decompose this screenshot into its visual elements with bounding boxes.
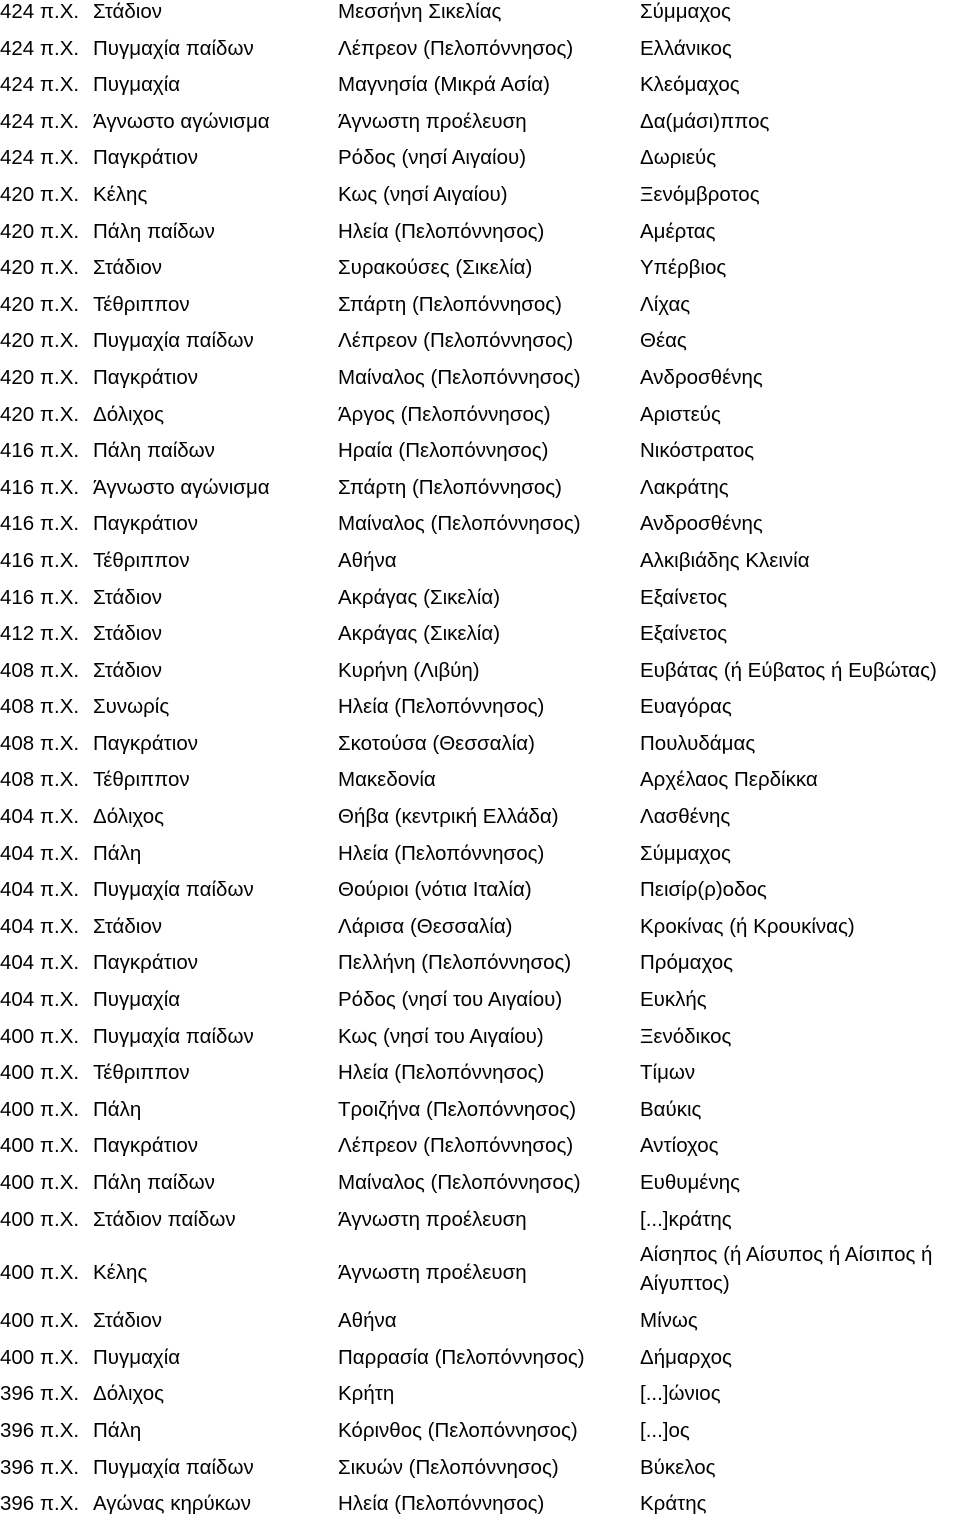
year-cell: 420 π.Χ.: [0, 365, 80, 389]
event-cell: Πάλη παίδων: [93, 1171, 215, 1194]
table-row: [0, 768, 960, 805]
year-cell: 396 π.Χ.: [0, 1455, 80, 1479]
event-cell: Στάδιον παίδων: [93, 1207, 236, 1231]
table-row: [0, 110, 960, 147]
origin-cell: Μαίναλος (Πελοπόννησος): [338, 365, 581, 389]
year-cell: 420 π.Χ.: [0, 256, 80, 280]
origin-cell: Άργος (Πελοπόννησος): [338, 402, 551, 426]
event-cell: Παγκράτιον: [93, 512, 198, 536]
origin-cell: Συρακούσες (Σικελία): [338, 256, 533, 280]
origin-cell: Άγνωστη προέλευση: [338, 1207, 527, 1231]
origin-cell: Ηλεία (Πελοπόννησος): [338, 219, 545, 243]
year-cell: 416 π.Χ.: [0, 585, 80, 609]
origin-cell: Μαίναλος (Πελοπόννησος): [338, 1171, 581, 1194]
year-cell: 424 π.Χ.: [0, 109, 80, 133]
event-cell: Παγκράτιον: [93, 1134, 198, 1158]
event-cell: Στάδιον: [93, 658, 162, 682]
event-cell: Τέθριππον: [93, 548, 190, 572]
winner-cell: Εξαίνετος: [640, 585, 728, 609]
table-row: [0, 512, 960, 549]
year-cell: 400 π.Χ.: [0, 1345, 80, 1369]
year-cell: 408 π.Χ.: [0, 695, 80, 719]
winner-cell: Δωριεύς: [640, 146, 717, 170]
event-cell: Παγκράτιον: [93, 146, 198, 170]
winner-cell: Ευκλής: [640, 988, 707, 1012]
origin-cell: Κόρινθος (Πελοπόννησος): [338, 1418, 578, 1442]
winner-cell: Δα(μάσι)ππος: [640, 109, 770, 133]
year-cell: 396 π.Χ.: [0, 1492, 80, 1516]
origin-cell: Παρρασία (Πελοπόννησος): [338, 1345, 585, 1369]
event-cell: Στάδιον: [93, 914, 162, 938]
winner-cell: Αντίοχος: [640, 1134, 719, 1158]
table-row: [0, 586, 960, 623]
year-cell: 408 π.Χ.: [0, 658, 80, 682]
year-cell: 420 π.Χ.: [0, 329, 80, 353]
origin-cell: Αθήνα: [338, 548, 397, 572]
table-row: [0, 1244, 960, 1309]
event-cell: Παγκράτιον: [93, 731, 198, 755]
winner-cell: [...]κράτης: [640, 1207, 732, 1231]
winner-cell: Θέας: [640, 329, 687, 353]
event-cell: Κέλης: [93, 1261, 148, 1285]
winner-cell: Ευαγόρας: [640, 695, 732, 719]
table-row: [0, 1025, 960, 1062]
event-cell: Στάδιον: [93, 256, 162, 280]
origin-cell: Σκοτούσα (Θεσσαλία): [338, 731, 535, 755]
origin-cell: Ακράγας (Σικελία): [338, 622, 501, 646]
event-cell: Παγκράτιον: [93, 365, 198, 389]
year-cell: 404 π.Χ.: [0, 914, 80, 938]
origin-cell: Μεσσήνη Σικελίας: [338, 0, 502, 23]
event-cell: Τέθριππον: [93, 1061, 190, 1085]
origin-cell: Μαίναλος (Πελοπόννησος): [338, 512, 581, 536]
winner-cell: Ελλάνικος: [640, 36, 732, 60]
event-cell: Πάλη: [93, 841, 142, 865]
table-row: [0, 403, 960, 440]
origin-cell: Ρόδος (νησί του Αιγαίου): [338, 988, 563, 1012]
event-cell: Δόλιχος: [93, 1382, 164, 1406]
table-row: [0, 329, 960, 366]
origin-cell: Σικυών (Πελοπόννησος): [338, 1455, 559, 1479]
table-row: [0, 659, 960, 696]
year-cell: 400 π.Χ.: [0, 1261, 80, 1285]
year-cell: 400 π.Χ.: [0, 1024, 80, 1048]
winner-cell: Μίνως: [640, 1309, 698, 1333]
winner-cell: [...]ώνιος: [640, 1382, 721, 1406]
event-cell: Πυγμαχία παίδων: [93, 329, 254, 353]
event-cell: Άγνωστο αγώνισμα: [93, 109, 270, 133]
origin-cell: Ακράγας (Σικελία): [338, 585, 501, 609]
year-cell: 404 π.Χ.: [0, 805, 80, 829]
origin-cell: Λέπρεον (Πελοπόννησος): [338, 36, 574, 60]
table-row: [0, 37, 960, 74]
event-cell: Τέθριππον: [93, 292, 190, 316]
table-row: [0, 1456, 960, 1493]
event-cell: Στάδιον: [93, 622, 162, 646]
winner-cell: Πρόμαχος: [640, 951, 734, 975]
table-row: [0, 476, 960, 513]
event-cell: Στάδιον: [93, 585, 162, 609]
origin-cell: Ηλεία (Πελοπόννησος): [338, 841, 545, 865]
year-cell: 416 π.Χ.: [0, 512, 80, 536]
year-cell: 396 π.Χ.: [0, 1418, 80, 1442]
origin-cell: Πελλήνη (Πελοπόννησος): [338, 951, 572, 975]
winner-cell: Σύμμαχος: [640, 0, 731, 23]
table-row: [0, 183, 960, 220]
event-cell: Πυγμαχία παίδων: [93, 1455, 254, 1479]
winner-cell: Κλεόμαχος: [640, 73, 740, 97]
origin-cell: Κρήτη: [338, 1382, 395, 1406]
table-row: [0, 220, 960, 257]
table-row: [0, 695, 960, 732]
table-row: [0, 1382, 960, 1419]
table-row: [0, 293, 960, 330]
winner-cell: Βαύκις: [640, 1097, 702, 1121]
winner-cell: Σύμμαχος: [640, 841, 731, 865]
origin-cell: Ηλεία (Πελοπόννησος): [338, 1492, 545, 1516]
origin-cell: Ρόδος (νησί Αιγαίου): [338, 146, 527, 170]
origin-cell: Ηλεία (Πελοπόννησος): [338, 695, 545, 719]
event-cell: Κέλης: [93, 182, 148, 206]
table-row: [0, 622, 960, 659]
origin-cell: Άγνωστη προέλευση: [338, 109, 527, 133]
year-cell: 404 π.Χ.: [0, 951, 80, 975]
year-cell: 408 π.Χ.: [0, 731, 80, 755]
event-cell: Πυγμαχία: [93, 988, 181, 1012]
event-cell: Δόλιχος: [93, 805, 164, 829]
table-row: [0, 366, 960, 403]
table-row: [0, 1171, 960, 1208]
table-row: [0, 1208, 960, 1245]
winner-cell: Αλκιβιάδης Κλεινία: [640, 548, 810, 572]
winner-cell: Κράτης: [640, 1492, 707, 1516]
origin-cell: Ηλεία (Πελοπόννησος): [338, 1061, 545, 1085]
winner-cell: Ξενόδικος: [640, 1024, 732, 1048]
year-cell: 400 π.Χ.: [0, 1207, 80, 1231]
winner-cell: Αρχέλαος Περδίκκα: [640, 768, 818, 792]
winner-cell: Λίχας: [640, 292, 691, 316]
event-cell: Άγνωστο αγώνισμα: [93, 475, 270, 499]
year-cell: 416 π.Χ.: [0, 548, 80, 572]
year-cell: 420 π.Χ.: [0, 292, 80, 316]
table-row: [0, 256, 960, 293]
event-cell: Πυγμαχία: [93, 1345, 181, 1369]
year-cell: 424 π.Χ.: [0, 0, 80, 23]
origin-cell: Κυρήνη (Λιβύη): [338, 658, 480, 682]
event-cell: Δόλιχος: [93, 402, 164, 426]
origin-cell: Κως (νησί Αιγαίου): [338, 182, 508, 206]
year-cell: 416 π.Χ.: [0, 439, 80, 463]
event-cell: Πάλη παίδων: [93, 439, 215, 463]
year-cell: 400 π.Χ.: [0, 1171, 80, 1194]
year-cell: 404 π.Χ.: [0, 878, 80, 902]
event-cell: Πυγμαχία: [93, 73, 181, 97]
year-cell: 396 π.Χ.: [0, 1382, 80, 1406]
winner-cell: Πεισίρ(ρ)οδος: [640, 878, 767, 902]
winner-cell: Ευβάτας (ή Εύβατος ή Ευβώτας): [640, 658, 937, 682]
winner-cell: Υπέρβιος: [640, 256, 727, 280]
year-cell: 416 π.Χ.: [0, 475, 80, 499]
origin-cell: Λέπρεον (Πελοπόννησος): [338, 329, 574, 353]
event-cell: Στάδιον: [93, 0, 162, 23]
table-row: [0, 805, 960, 842]
event-cell: Πάλη: [93, 1418, 142, 1442]
table-row: [0, 1098, 960, 1135]
table-row: [0, 439, 960, 476]
winner-cell: Ανδροσθένης: [640, 512, 763, 536]
table-row: [0, 951, 960, 988]
year-cell: 424 π.Χ.: [0, 36, 80, 60]
winner-cell: Πουλυδάμας: [640, 731, 756, 755]
winner-cell: Ανδροσθένης: [640, 365, 763, 389]
winner-cell: Αμέρτας: [640, 219, 716, 243]
winner-cell: Κροκίνας (ή Κρουκίνας): [640, 914, 855, 938]
table-row: [0, 146, 960, 183]
winner-cell: Λασθένης: [640, 805, 731, 829]
table-row: [0, 1134, 960, 1171]
origin-cell: Κως (νησί του Αιγαίου): [338, 1024, 544, 1048]
origin-cell: Μαγνησία (Μικρά Ασία): [338, 73, 550, 97]
winner-cell: Νικόστρατος: [640, 439, 755, 463]
year-cell: 400 π.Χ.: [0, 1061, 80, 1085]
winner-cell: Αίσηπος (ή Αίσυπος ή Αίσιπος ή Αίγυπτος): [640, 1243, 933, 1296]
event-cell: Πυγμαχία παίδων: [93, 878, 254, 902]
year-cell: 412 π.Χ.: [0, 622, 80, 646]
event-cell: Πάλη παίδων: [93, 219, 215, 243]
year-cell: 408 π.Χ.: [0, 768, 80, 792]
event-cell: Πάλη: [93, 1097, 142, 1121]
year-cell: 420 π.Χ.: [0, 182, 80, 206]
table-row: [0, 1492, 960, 1529]
winner-cell: [...]ος: [640, 1418, 690, 1442]
winner-cell: Λακράτης: [640, 475, 729, 499]
table-row: [0, 732, 960, 769]
origin-cell: Αθήνα: [338, 1309, 397, 1333]
table-row: [0, 915, 960, 952]
winner-cell: Βύκελος: [640, 1455, 716, 1479]
origin-cell: Μακεδονία: [338, 768, 436, 792]
year-cell: 400 π.Χ.: [0, 1097, 80, 1121]
origin-cell: Λάρισα (Θεσσαλία): [338, 914, 513, 938]
year-cell: 420 π.Χ.: [0, 219, 80, 243]
origin-cell: Λέπρεον (Πελοπόννησος): [338, 1134, 574, 1158]
table-row: [0, 0, 960, 37]
year-cell: 424 π.Χ.: [0, 146, 80, 170]
year-cell: 400 π.Χ.: [0, 1309, 80, 1333]
table-row: [0, 549, 960, 586]
event-cell: Στάδιον: [93, 1309, 162, 1333]
origin-cell: Σπάρτη (Πελοπόννησος): [338, 475, 562, 499]
origin-cell: Σπάρτη (Πελοπόννησος): [338, 292, 562, 316]
origin-cell: Θούριοι (νότια Ιταλία): [338, 878, 532, 902]
year-cell: 404 π.Χ.: [0, 988, 80, 1012]
event-cell: Τέθριππον: [93, 768, 190, 792]
winner-cell: Ξενόμβροτος: [640, 182, 760, 206]
winner-cell: Δήμαρχος: [640, 1345, 732, 1369]
winner-cell: Ευθυμένης: [640, 1171, 740, 1194]
year-cell: 424 π.Χ.: [0, 73, 80, 97]
event-cell: Συνωρίς: [93, 695, 170, 719]
origin-cell: Άγνωστη προέλευση: [338, 1261, 527, 1285]
event-cell: Πυγμαχία παίδων: [93, 1024, 254, 1048]
origin-cell: Ηραία (Πελοπόννησος): [338, 439, 549, 463]
winner-cell: Αριστεύς: [640, 402, 721, 426]
origin-cell: Θήβα (κεντρική Ελλάδα): [338, 805, 559, 829]
table-row: [0, 1309, 960, 1346]
table-row: [0, 878, 960, 915]
table-row: [0, 1346, 960, 1383]
table-row: [0, 73, 960, 110]
table-row: [0, 988, 960, 1025]
table-row: [0, 1419, 960, 1456]
event-cell: Πυγμαχία παίδων: [93, 36, 254, 60]
year-cell: 400 π.Χ.: [0, 1134, 80, 1158]
origin-cell: Τροιζήνα (Πελοπόννησος): [338, 1097, 577, 1121]
winner-cell: Εξαίνετος: [640, 622, 728, 646]
winner-cell: Τίμων: [640, 1061, 696, 1085]
event-cell: Αγώνας κηρύκων: [93, 1492, 252, 1516]
year-cell: 420 π.Χ.: [0, 402, 80, 426]
table-row: [0, 1061, 960, 1098]
year-cell: 404 π.Χ.: [0, 841, 80, 865]
event-cell: Παγκράτιον: [93, 951, 198, 975]
table-row: [0, 842, 960, 879]
